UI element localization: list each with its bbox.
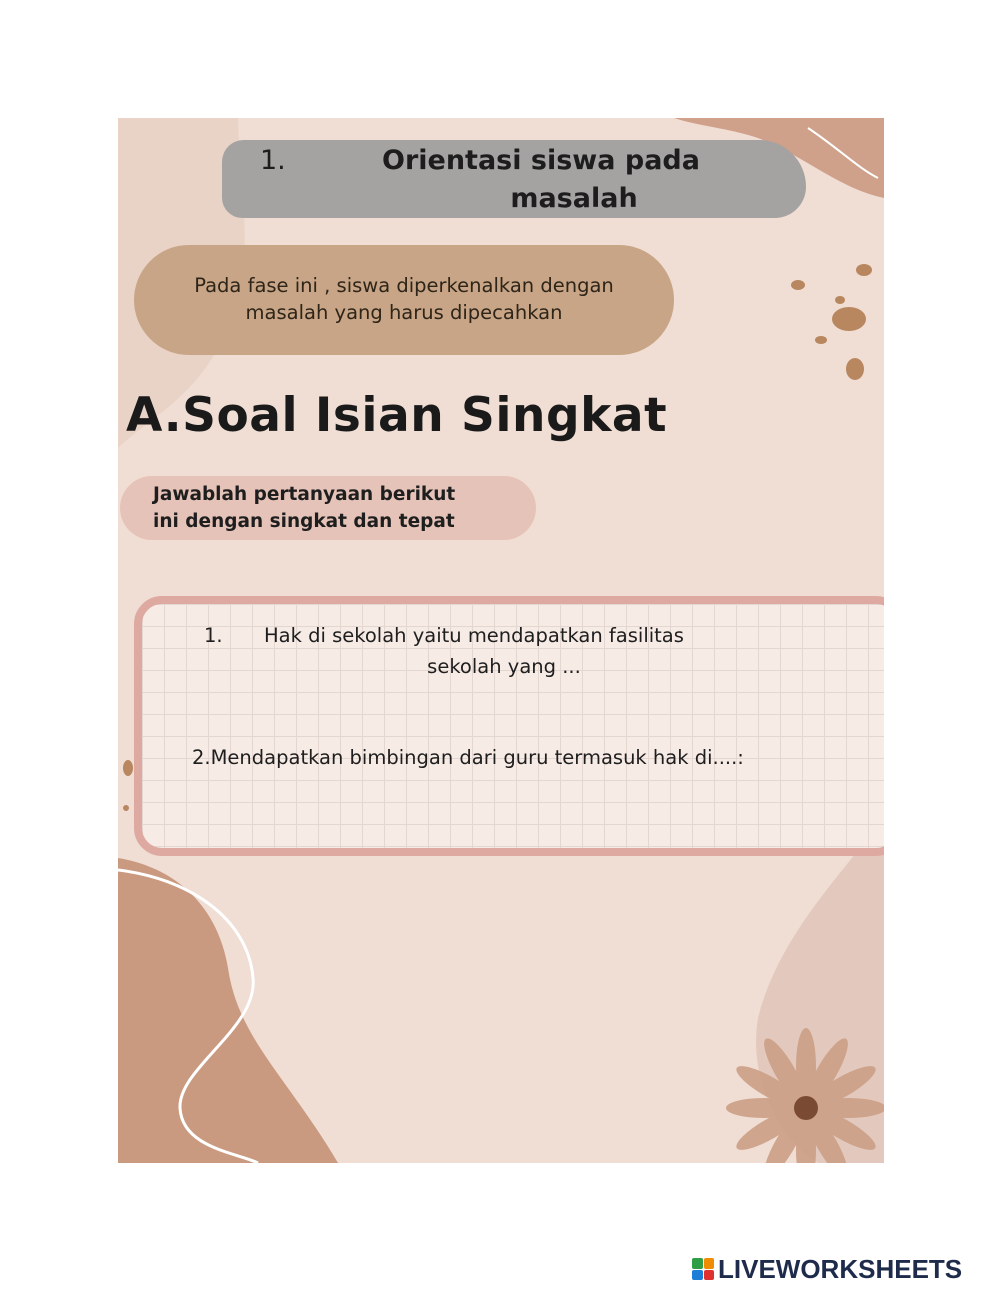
instruction-pill [120,476,536,540]
section-title: A.Soal Isian Singkat [126,388,668,443]
question-1-number: 1. [204,624,223,647]
question-1 [204,620,804,682]
instruction-line2: ini dengan singkat dan tepat [153,511,455,532]
question-2: 2.Mendapatkan bimbingan dari guru termasuk hak di....: [192,746,744,769]
question-1-line2: sekolah yang ... [427,655,581,678]
brand-name: LIVEWORKSHEETS [718,1253,963,1284]
step-number: 1. [260,145,286,176]
phase-line1: Pada fase ini , siswa diperkenalkan dengan [194,274,614,297]
instruction-line1: Jawablah pertanyaan berikut [153,484,456,505]
phase-description [134,245,674,355]
liveworksheets-logo-icon [692,1258,714,1280]
liveworksheets-brand [692,1253,962,1285]
question-1-line1: Hak di sekolah yaitu mendapatkan fasilitas [264,624,684,647]
question-box [134,596,884,856]
step-banner [222,140,806,218]
step-title-line1: Orientasi siswa pada [382,145,700,176]
step-title-line2: masalah [510,183,638,214]
worksheet-page [118,118,884,1163]
phase-line2: masalah yang harus dipecahkan [245,301,563,324]
